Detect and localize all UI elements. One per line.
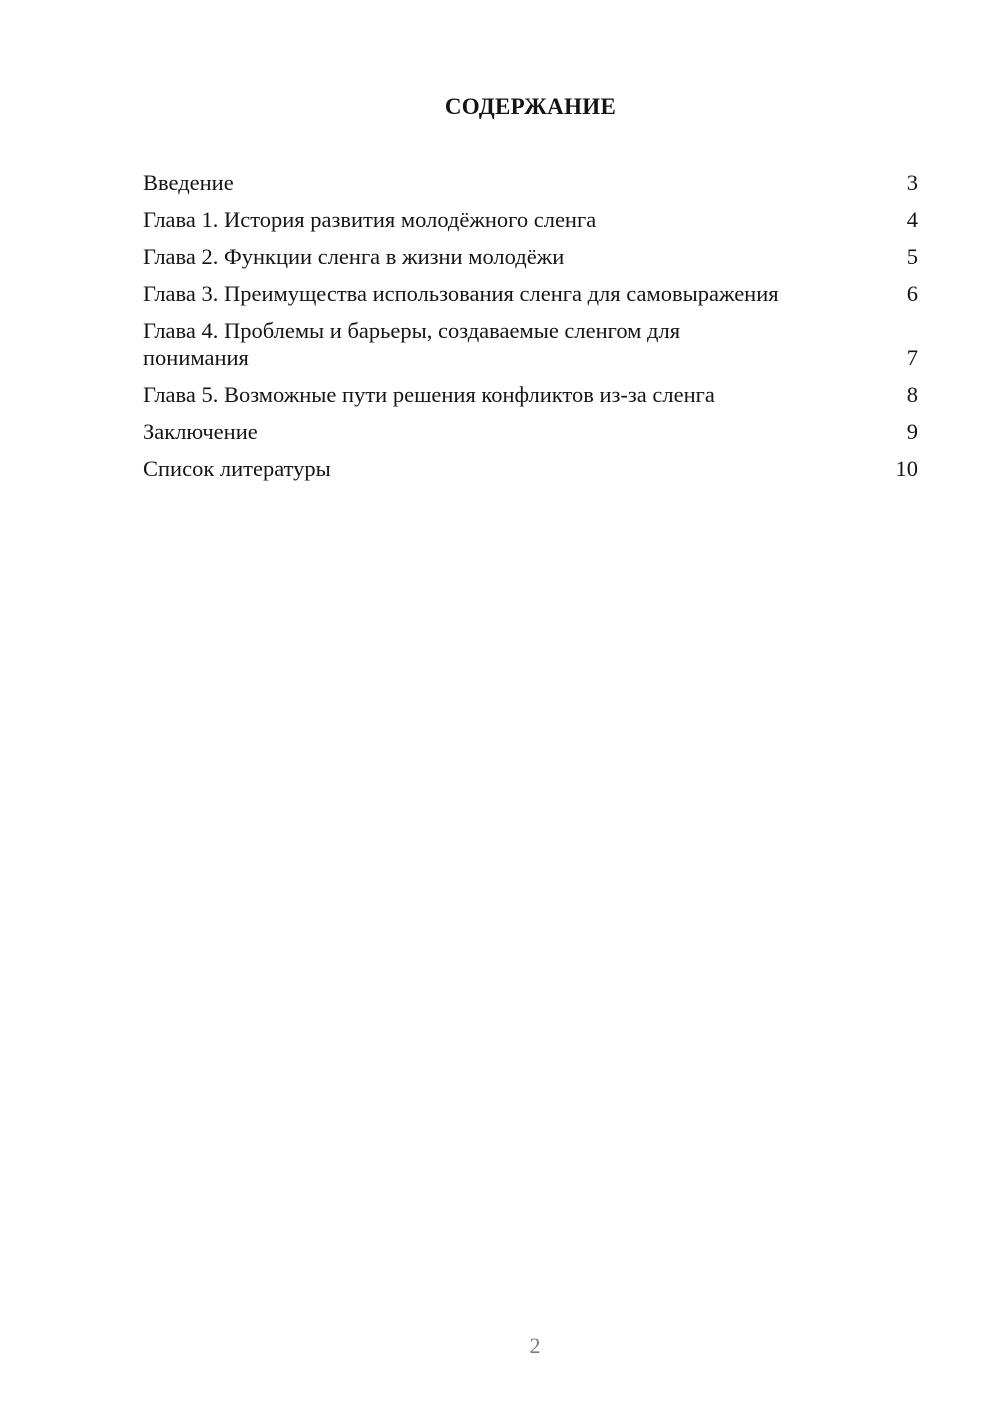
toc-entry-chapter-3 <box>143 280 918 307</box>
toc-title: СОДЕРЖАНИЕ <box>444 94 617 119</box>
toc-entry-label: Введение <box>143 170 234 195</box>
toc-entry-chapter-2 <box>143 243 918 270</box>
toc-entry-chapter-1 <box>143 206 918 233</box>
toc-entry-conclusion <box>143 418 918 445</box>
toc-entry-label: Глава 1. История развития молодёжного сленга <box>143 207 597 232</box>
toc-entry-chapter-4 <box>143 317 918 371</box>
table-of-contents <box>143 169 918 492</box>
toc-entry-page: 3 <box>906 170 918 195</box>
toc-entry-page: 4 <box>906 207 918 232</box>
toc-entry-label: Глава 2. Функции сленга в жизни молодёжи <box>143 244 565 269</box>
toc-entry-page: 7 <box>906 345 918 370</box>
page-number: 2 <box>529 1333 541 1358</box>
toc-entry-label: Глава 3. Преимущества использования сленга для самовыражения <box>143 281 779 306</box>
toc-entry-page: 5 <box>906 244 918 269</box>
toc-entry-chapter-5 <box>143 381 918 408</box>
toc-entry-label: Список литературы <box>143 456 331 481</box>
toc-entry-label: Глава 5. Возможные пути решения конфликтов из-за сленга <box>143 382 715 407</box>
toc-entry-bibliography <box>143 455 918 482</box>
toc-entry-label: Заключение <box>143 419 258 444</box>
toc-entry-page: 9 <box>906 419 918 444</box>
toc-entry-page: 10 <box>895 456 918 481</box>
toc-entry-label: Глава 4. Проблемы и барьеры, создаваемые сленгом для понимания <box>143 318 681 370</box>
toc-entry-introduction <box>143 169 918 196</box>
toc-entry-page: 6 <box>906 281 918 306</box>
toc-entry-page: 8 <box>906 382 918 407</box>
